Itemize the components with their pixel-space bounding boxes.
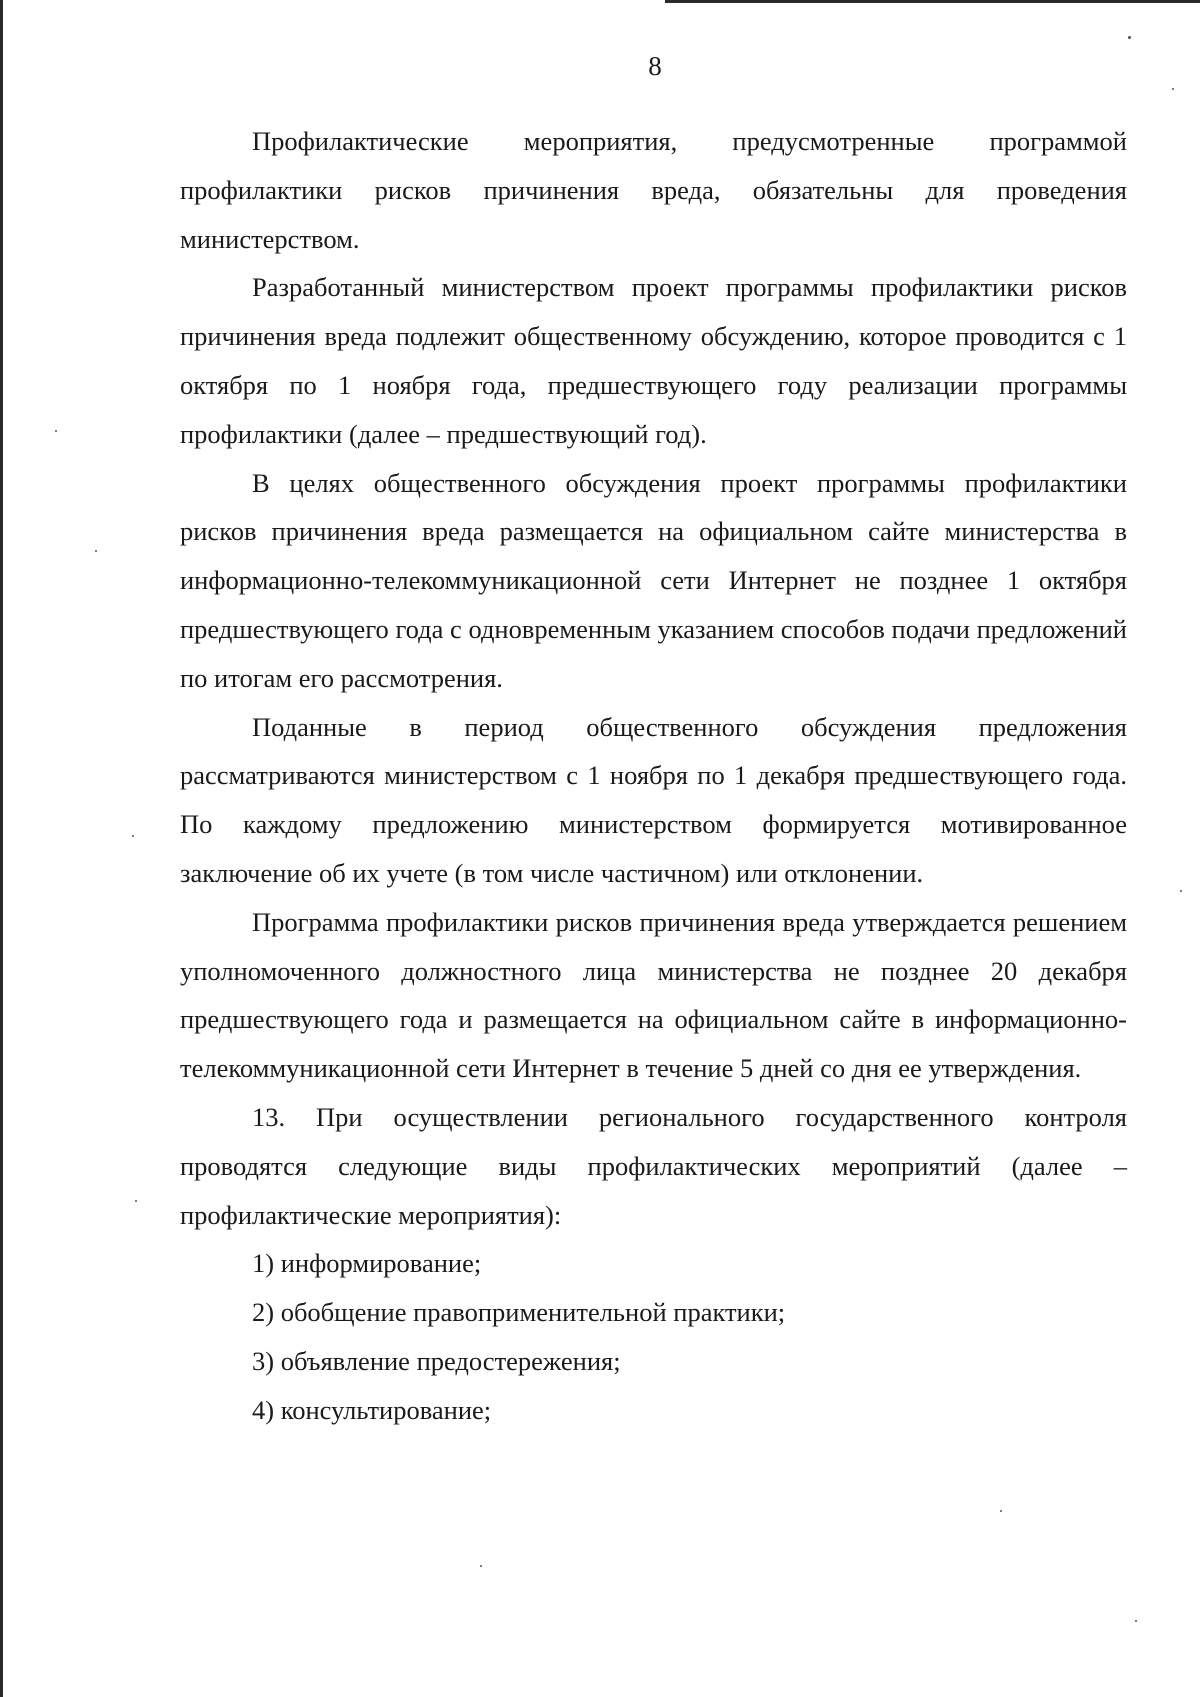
scan-speck — [1000, 1510, 1002, 1512]
scan-speck — [132, 835, 134, 837]
list-item-2: 2) обобщение правоприменительной практики; — [252, 1297, 786, 1328]
list-item-3: 3) объявление предостережения; — [252, 1345, 621, 1376]
scan-speck — [1128, 36, 1131, 39]
paragraph-6: 13. При осуществлении регионального государственного контроля проводятся следующие виды профилактических мероприятий (далее – профилактические мероприятия): — [180, 1101, 1127, 1230]
list-item-4: 4) консультирование; — [252, 1394, 492, 1425]
paragraph-3: В целях общественного обсуждения проект программы профилактики рисков причинения вреда размещается на официальном сайте министерства в информационно-телекоммуникационной сети Интернет не позднее 1 октября предшествующего года с одновременным указанием способов подачи предложений по итогам его рассмотрения. — [180, 467, 1127, 693]
scan-speck — [1180, 890, 1182, 892]
scan-speck — [480, 1565, 482, 1567]
paragraph-2: Разработанный министерством проект программы профилактики рисков причинения вреда подлежит общественному обсуждению, которое проводится с 1 октября по 1 ноября года, предшествующего году реализации программы профилактики (далее – предшествующий год). — [180, 272, 1127, 449]
list-item-1: 1) информирование; — [252, 1248, 482, 1279]
paragraph-5: Программа профилактики рисков причинения вреда утверждается решением уполномоченного должностного лица министерства не позднее 20 декабря предшествующего года и размещается на официальном сайте в информационно-телекоммуникационной сети Интернет в течение 5 дней со дня ее утверждения. — [180, 906, 1127, 1084]
paragraph-4: Поданные в период общественного обсуждения предложения рассматриваются министерством с 1 ноября по 1 декабря предшествующего года. По каждому предложению министерством формируется мотивированное заключение об их учете (в том числе частичном) или отклонении. — [180, 711, 1127, 888]
document-body — [180, 117, 1127, 1435]
scan-speck — [55, 430, 57, 432]
scan-speck — [95, 550, 97, 552]
scan-edge-left — [0, 0, 3, 1697]
page-number: 8 — [648, 51, 662, 81]
scan-speck — [1135, 1620, 1137, 1622]
scan-speck — [1172, 88, 1174, 90]
scan-edge-top — [665, 0, 1200, 3]
paragraph-1: Профилактические мероприятия, предусмотренные программой профилактики рисков причинения вреда, обязательны для проведения министерством. — [180, 126, 1127, 254]
scan-speck — [135, 1200, 137, 1202]
